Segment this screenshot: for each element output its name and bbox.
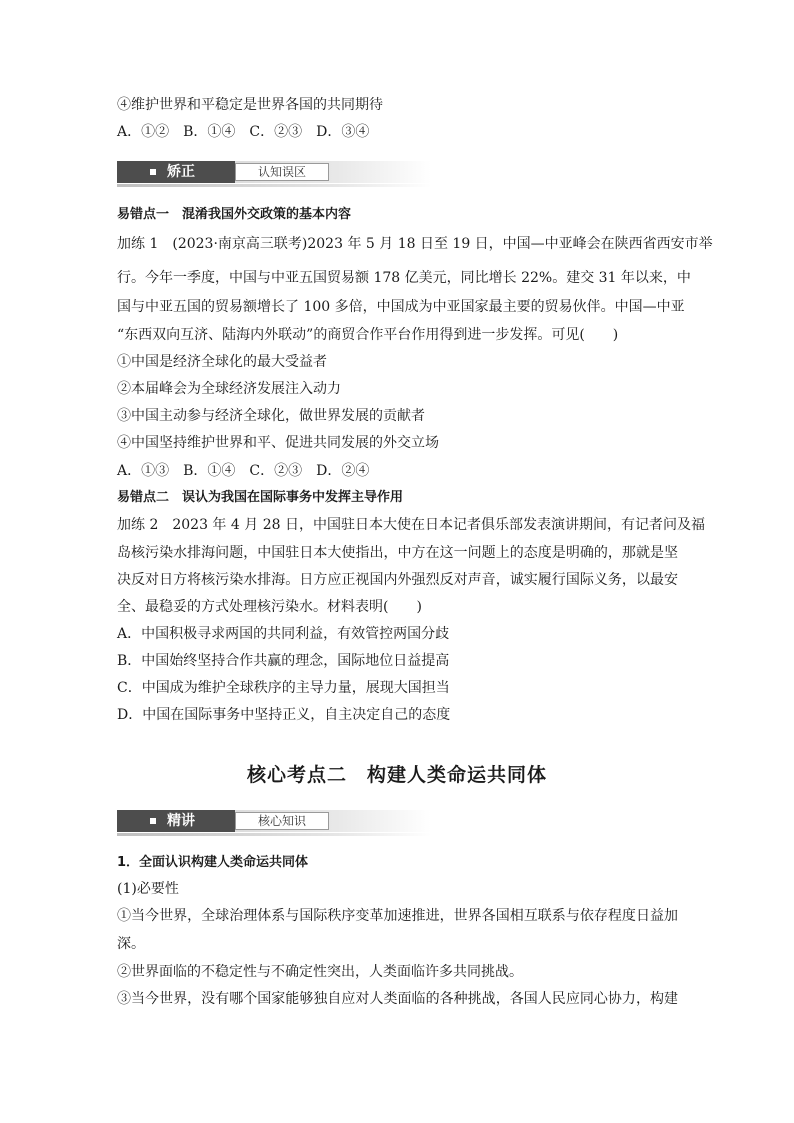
banner-title: 矫正 [167, 164, 195, 180]
question-1-line: “东西双向互济、陆海内外联动”的商贸合作平台作用得到进一步发挥。可见( ) [117, 327, 619, 343]
question-2-option: D．中国在国际事务中坚持正义，自主决定自己的态度 [117, 707, 451, 723]
knowledge-line: ③当今世界，没有哪个国家能够独自应对人类面临的各种挑战，各国人民应同心协力，构建 [117, 991, 678, 1007]
square-bullet-icon [150, 169, 156, 175]
section-2-title: 核心考点二 构建人类命运共同体 [246, 764, 547, 786]
question-1-line: 加练 1 (2023·南京高三联考)2023 年 5 月 18 日至 19 日，中国—中亚峰会在陕西省西安市举 [117, 236, 713, 252]
question-2-line: 决反对日方将核污染水排海。日方应正视国内外强烈反对声音，诚实履行国际义务，以最安 [117, 572, 678, 588]
question-2-option: C．中国成为维护全球秩序的主导力量，展现大国担当 [117, 680, 450, 696]
question-1-line: 国与中亚五国的贸易额增长了 100 多倍，中国成为中亚国家最主要的贸易伙伴。中国—中亚 [117, 299, 685, 315]
answer-choices: A．①② B．①④ C．②③ D．③④ [117, 124, 370, 140]
knowledge-heading: 1．全面认识构建人类命运共同体 [117, 855, 309, 870]
option-4: ④维护世界和平稳定是世界各国的共同期待 [117, 97, 383, 113]
question-1-option: ②本届峰会为全球经济发展注入动力 [117, 381, 341, 397]
error-point-1-heading: 易错点一 混淆我国外交政策的基本内容 [117, 207, 352, 222]
question-1-option: ①中国是经济全球化的最大受益者 [117, 354, 327, 370]
banner-tag: 认知误区 [235, 163, 329, 181]
question-2-line: 加练 2 2023 年 4 月 28 日，中国驻日本大使在日本记者俱乐部发表演讲期间，有记者问及福 [117, 517, 705, 533]
banner-title: 精讲 [167, 813, 195, 829]
question-2-line: 岛核污染水排海问题，中国驻日本大使指出，中方在这一问题上的态度是明确的，那就是坚 [117, 545, 678, 561]
question-1-option: ③中国主动参与经济全球化，做世界发展的贡献者 [117, 408, 425, 424]
knowledge-line: 深。 [117, 936, 145, 952]
knowledge-line: ②世界面临的不稳定性与不确定性突出，人类面临许多共同挑战。 [117, 964, 523, 980]
error-point-2-heading: 易错点二 误认为我国在国际事务中发挥主导作用 [117, 490, 404, 505]
question-2-option: A．中国积极寻求两国的共同利益，有效管控两国分歧 [117, 626, 450, 642]
question-2-option: B．中国始终坚持合作共赢的理念，国际地位日益提高 [117, 653, 450, 669]
question-1-choices: A．①③ B．①④ C．②③ D．②④ [117, 463, 370, 479]
question-2-line: 全、最稳妥的方式处理核污染水。材料表明( ) [117, 599, 422, 615]
square-bullet-icon [150, 818, 156, 824]
section-banner-correction [117, 161, 431, 187]
question-1-option: ④中国坚持维护世界和平、促进共同发展的外交立场 [117, 435, 439, 451]
section-banner-lecture [117, 810, 431, 836]
knowledge-line: ①当今世界，全球治理体系与国际秩序变革加速推进，世界各国相互联系与依存程度日益加 [117, 908, 678, 924]
banner-tag: 核心知识 [235, 812, 329, 830]
question-1-line: 行。今年一季度，中国与中亚五国贸易额 178 亿美元，同比增长 22%。建交 31 年以来，中 [117, 270, 691, 286]
knowledge-subheading: (1)必要性 [117, 881, 179, 897]
